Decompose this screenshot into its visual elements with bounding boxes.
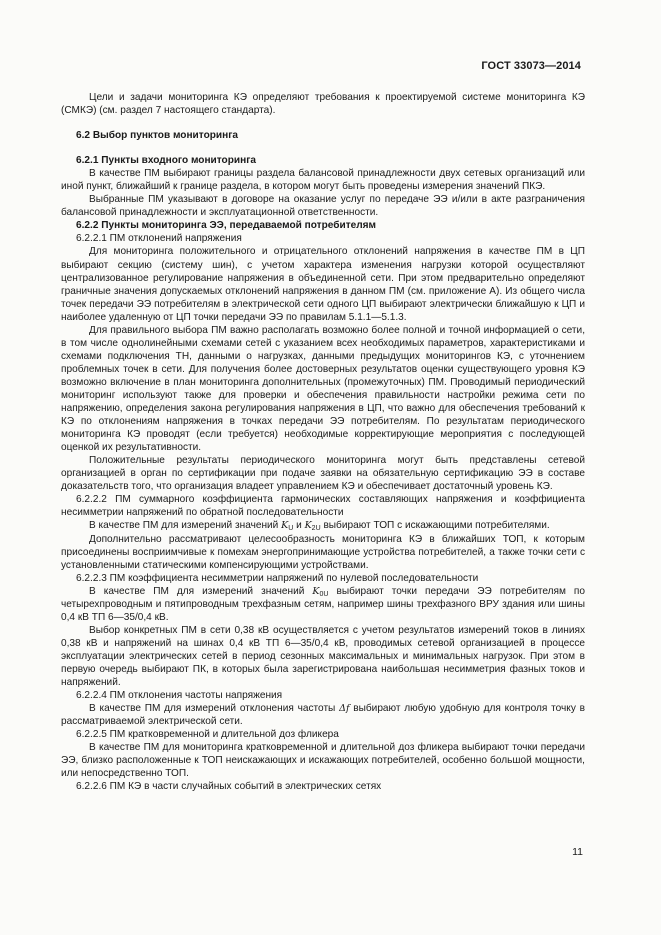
paragraph: Для правильного выбора ПМ важно располагать возможно более полной и точной информацией о сети, в том числе однолинейными схемами сетей с указанием всех необходимых параметров, характеристиками и схемами подключения ТН, данными о нагрузках, данными предыдущих мониторингов КЭ, с уточнением проблемных точек в сети. Для получения более достоверных результатов оценки существующего уровня КЭ возможно включение в план мониторинга дополнительных (промежуточных) ПМ. Проводимый периодический мониторинг используют также для проверки и обеспечения правильности настройки режима сети по напряжению, определения закона регулирования напряжения в ЦП, что важно для обеспечения требований к КЭ по отклонениям напряжения в точках передачи ЭЭ потребителям. По результатам периодического мониторинга КЭ проводят (если требуется) необходимые корректирующие мероприятия с последующей оценкой их результативности.: [61, 324, 585, 454]
spacer: [61, 117, 585, 129]
paragraph: Выбор конкретных ПМ в сети 0,38 кВ осуществляется с учетом результатов измерений токов в линиях 0,38 кВ и напряжений на шинах 0,4 кВ ТП 6—35/0,4 кВ, проводимых сетевой организацией в процессе эксплуатации электрических сетей в период сезонных максимальных и минимальных нагрузок. При этом в первую очередь выбирают ПК, в которых была зарегистрирована наибольшая несимметрия фазных токов и напряжений.: [61, 624, 585, 689]
clause-heading: 6.2.2.5 ПМ кратковременной и длительной доз фликера: [76, 729, 339, 741]
clause-heading: 6.2.2.6 ПМ КЭ в части случайных событий в электрических сетях: [76, 781, 382, 793]
paragraph-with-formula: В качестве ПМ для измерений значений $K_U$ и $K_{2U}$ выбирают ТОП с искажающими потребителями.: [89, 520, 550, 533]
paragraph-with-formula: В качестве ПМ для измерений отклонения частоты Δf выбирают любую удобную для контроля точку в рассматриваемой электрической сети.: [61, 703, 586, 728]
paragraph: Положительные результаты периодического мониторинга могут быть представлены сетевой организацией в орган по сертификации при подаче заявки на обязательную сертификацию ЭЭ в составе доказательств того, что организация владеет управлением КЭ и обеспечивает достаточный уровень КЭ.: [61, 455, 585, 493]
document-code: ГОСТ 33073—2014: [481, 60, 581, 72]
clause-heading: 6.2.2.1 ПМ отклонений напряжения: [76, 233, 242, 245]
paragraph: Для мониторинга положительного и отрицательного отклонений напряжения в качестве ПМ в ЦП выбирают секцию (систему шин), с учетом характера изменения нагрузки которой осуществляют централизованное регулирование напряжения в объединенной сети. При этом предварительно определяют граничные значения допускаемых отклонений напряжения в данном ПМ (см. приложение А). Из общего числа точек передачи ЭЭ потребителям в электрической сети одного ЦП выбирают электрически ближайшую к ЦП и наиболее удаленную от ЦП точки передачи ЭЭ по правилам 5.1.1—5.1.3.: [61, 246, 585, 323]
paragraph: В качестве ПМ выбирают границы раздела балансовой принадлежности двух сетевых организаций или иной пункт, ближайший к границе раздела, в котором могут быть проведены измерения значений ПКЭ.: [61, 168, 585, 193]
paragraph: Выбранные ПМ указывают в договоре на оказание услуг по передаче ЭЭ и/или в акте разграничения балансовой принадлежности и эксплуатационной ответственности.: [61, 194, 585, 219]
page-number: 11: [572, 846, 583, 858]
clause-heading: 6.2.2.2 ПМ суммарного коэффициента гармонических составляющих напряжения и коэффициента несимметрии напряжений по обратной последовательности: [61, 494, 585, 519]
paragraph-with-formula: В качестве ПМ для измерений значений $K_{0U}$ выбирают точки передачи ЭЭ потребителям по четырехпроводным и пятипроводным трехфазным сетям, например шины трехфазного ВРУ здания или шины 0,4 кВ ТП 6—35/0,4 кВ.: [61, 585, 586, 623]
subsection-heading: 6.2.2 Пункты мониторинга ЭЭ, передаваемой потребителям: [76, 220, 377, 232]
section-heading: 6.2 Выбор пунктов мониторинга: [76, 130, 239, 142]
clause-heading: 6.2.2.4 ПМ отклонения частоты напряжения: [76, 690, 283, 702]
paragraph: Дополнительно рассматривают целесообразность мониторинга КЭ в ближайших ТОП, к которым присоединены восприимчивые к помехам энергопринимающие устройства потребителей, а также точки сети с установленными статическими компенсирующими устройствами.: [61, 533, 585, 571]
spacer: [61, 142, 585, 154]
clause-heading: 6.2.2.3 ПМ коэффициента несимметрии напряжений по нулевой последовательности: [76, 572, 479, 584]
paragraph: В качестве ПМ для мониторинга кратковременной и длительной доз фликера выбирают точки передачи ЭЭ, близко расположенные к ТОП неискажающих и искажающих потребителей, особенно большой мощности, или непосредственно ТОП.: [61, 742, 585, 780]
page-body: [61, 91, 585, 793]
paragraph: Цели и задачи мониторинга КЭ определяют требования к проектируемой системе мониторинга КЭ (СМКЭ) (см. раздел 7 настоящего стандарта).: [61, 92, 585, 117]
subsection-heading: 6.2.1 Пункты входного мониторинга: [76, 155, 257, 167]
